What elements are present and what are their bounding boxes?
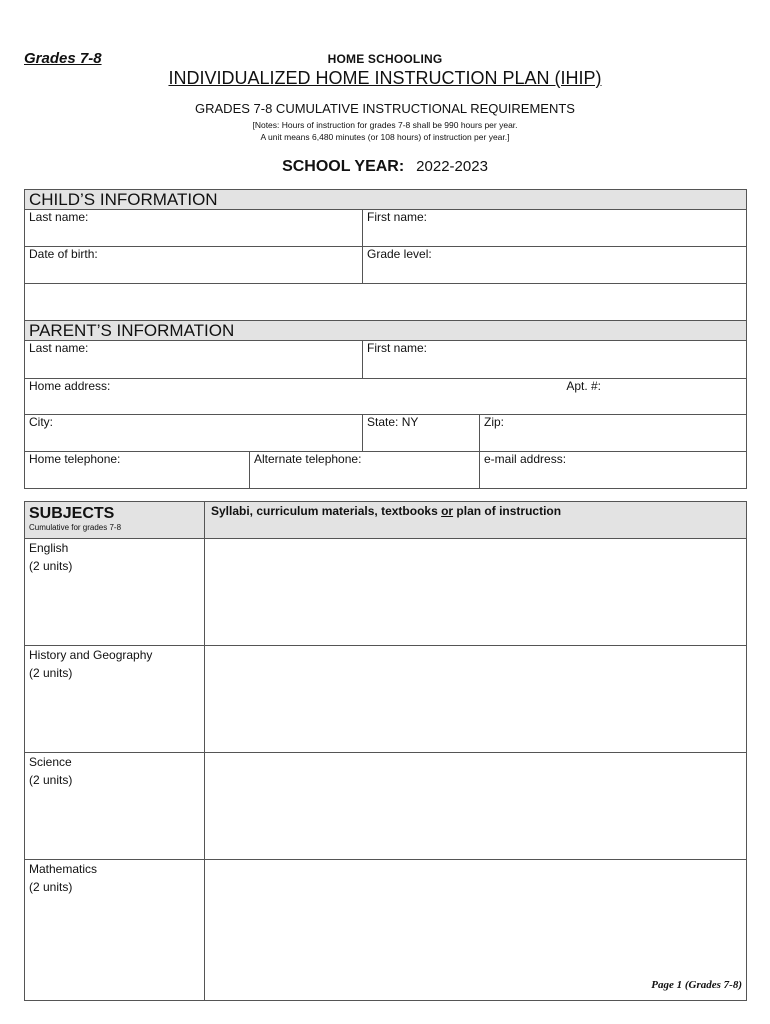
child-grade-label: Grade level: bbox=[367, 247, 432, 261]
subject-name: Science bbox=[29, 755, 72, 769]
blank-row bbox=[25, 284, 747, 321]
home-phone-label: Home telephone: bbox=[29, 452, 121, 466]
subject-name: Mathematics bbox=[29, 862, 98, 876]
child-first-name-field[interactable] bbox=[363, 210, 747, 247]
parent-last-name-field[interactable] bbox=[25, 341, 363, 379]
email-field[interactable] bbox=[480, 452, 747, 489]
subjects-table bbox=[24, 501, 747, 1001]
state-field[interactable] bbox=[363, 415, 480, 452]
zip-label: Zip: bbox=[484, 415, 505, 429]
form-title: INDIVIDUALIZED HOME INSTRUCTION PLAN (IHIP) bbox=[168, 68, 602, 88]
subject-english bbox=[25, 539, 205, 646]
state-label: State: NY bbox=[367, 415, 419, 429]
school-year-value: 2022-2023 bbox=[416, 158, 488, 175]
subject-name: History and Geography bbox=[29, 648, 153, 662]
child-last-name-label: Last name: bbox=[29, 210, 89, 224]
alt-phone-label: Alternate telephone: bbox=[254, 452, 362, 466]
parent-first-name-label: First name: bbox=[367, 341, 428, 355]
school-year bbox=[0, 158, 770, 176]
home-phone-field[interactable] bbox=[25, 452, 250, 489]
child-first-name-label: First name: bbox=[367, 210, 428, 224]
home-address-label: Home address: bbox=[29, 379, 111, 393]
subject-units: (2 units) bbox=[29, 880, 73, 894]
subject-units: (2 units) bbox=[29, 666, 73, 680]
subject-history-geography bbox=[25, 646, 205, 753]
parent-section-title: PARENT’S INFORMATION bbox=[25, 321, 747, 341]
alt-phone-field[interactable] bbox=[250, 452, 480, 489]
subjects-header bbox=[25, 502, 205, 539]
program-title: HOME SCHOOLING bbox=[327, 52, 443, 66]
city-label: City: bbox=[29, 415, 53, 429]
child-section-title: CHILD’S INFORMATION bbox=[25, 190, 747, 210]
subject-mathematics bbox=[25, 860, 205, 1001]
child-dob-label: Date of birth: bbox=[29, 247, 98, 261]
science-plan-field[interactable] bbox=[205, 753, 747, 860]
syllabi-header bbox=[205, 502, 747, 539]
subject-units: (2 units) bbox=[29, 773, 73, 787]
apt-label: Apt. #: bbox=[566, 379, 602, 393]
form-subtitle: GRADES 7-8 CUMULATIVE INSTRUCTIONAL REQUIREMENTS bbox=[195, 101, 575, 116]
page-footer: Page 1 (Grades 7-8) bbox=[651, 979, 742, 991]
note-hours: [Notes: Hours of instruction for grades 7-8 shall be 990 hours per year. bbox=[252, 120, 518, 130]
child-grade-field[interactable] bbox=[363, 247, 747, 284]
subject-units: (2 units) bbox=[29, 559, 73, 573]
subjects-note: Cumulative for grades 7-8 bbox=[29, 523, 122, 532]
zip-field[interactable] bbox=[480, 415, 747, 452]
subjects-title: SUBJECTS bbox=[29, 505, 115, 522]
city-field[interactable] bbox=[25, 415, 363, 452]
parent-first-name-field[interactable] bbox=[363, 341, 747, 379]
syllabi-pre: Syllabi, curriculum materials, textbooks bbox=[211, 504, 442, 518]
syllabi-post: plan of instruction bbox=[453, 504, 562, 518]
syllabi-or: or bbox=[441, 504, 454, 518]
home-address-field[interactable] bbox=[25, 379, 747, 415]
english-plan-field[interactable] bbox=[205, 539, 747, 646]
grades-tag: Grades 7-8 bbox=[24, 50, 102, 67]
school-year-label: SCHOOL YEAR: bbox=[282, 158, 405, 175]
parent-last-name-label: Last name: bbox=[29, 341, 89, 355]
child-dob-field[interactable] bbox=[25, 247, 363, 284]
note-unit: A unit means 6,480 minutes (or 108 hours) of instruction per year.] bbox=[260, 132, 510, 142]
subject-name: English bbox=[29, 541, 69, 555]
history-plan-field[interactable] bbox=[205, 646, 747, 753]
info-table bbox=[24, 189, 747, 489]
child-last-name-field[interactable] bbox=[25, 210, 363, 247]
email-label: e-mail address: bbox=[484, 452, 567, 466]
subject-science bbox=[25, 753, 205, 860]
